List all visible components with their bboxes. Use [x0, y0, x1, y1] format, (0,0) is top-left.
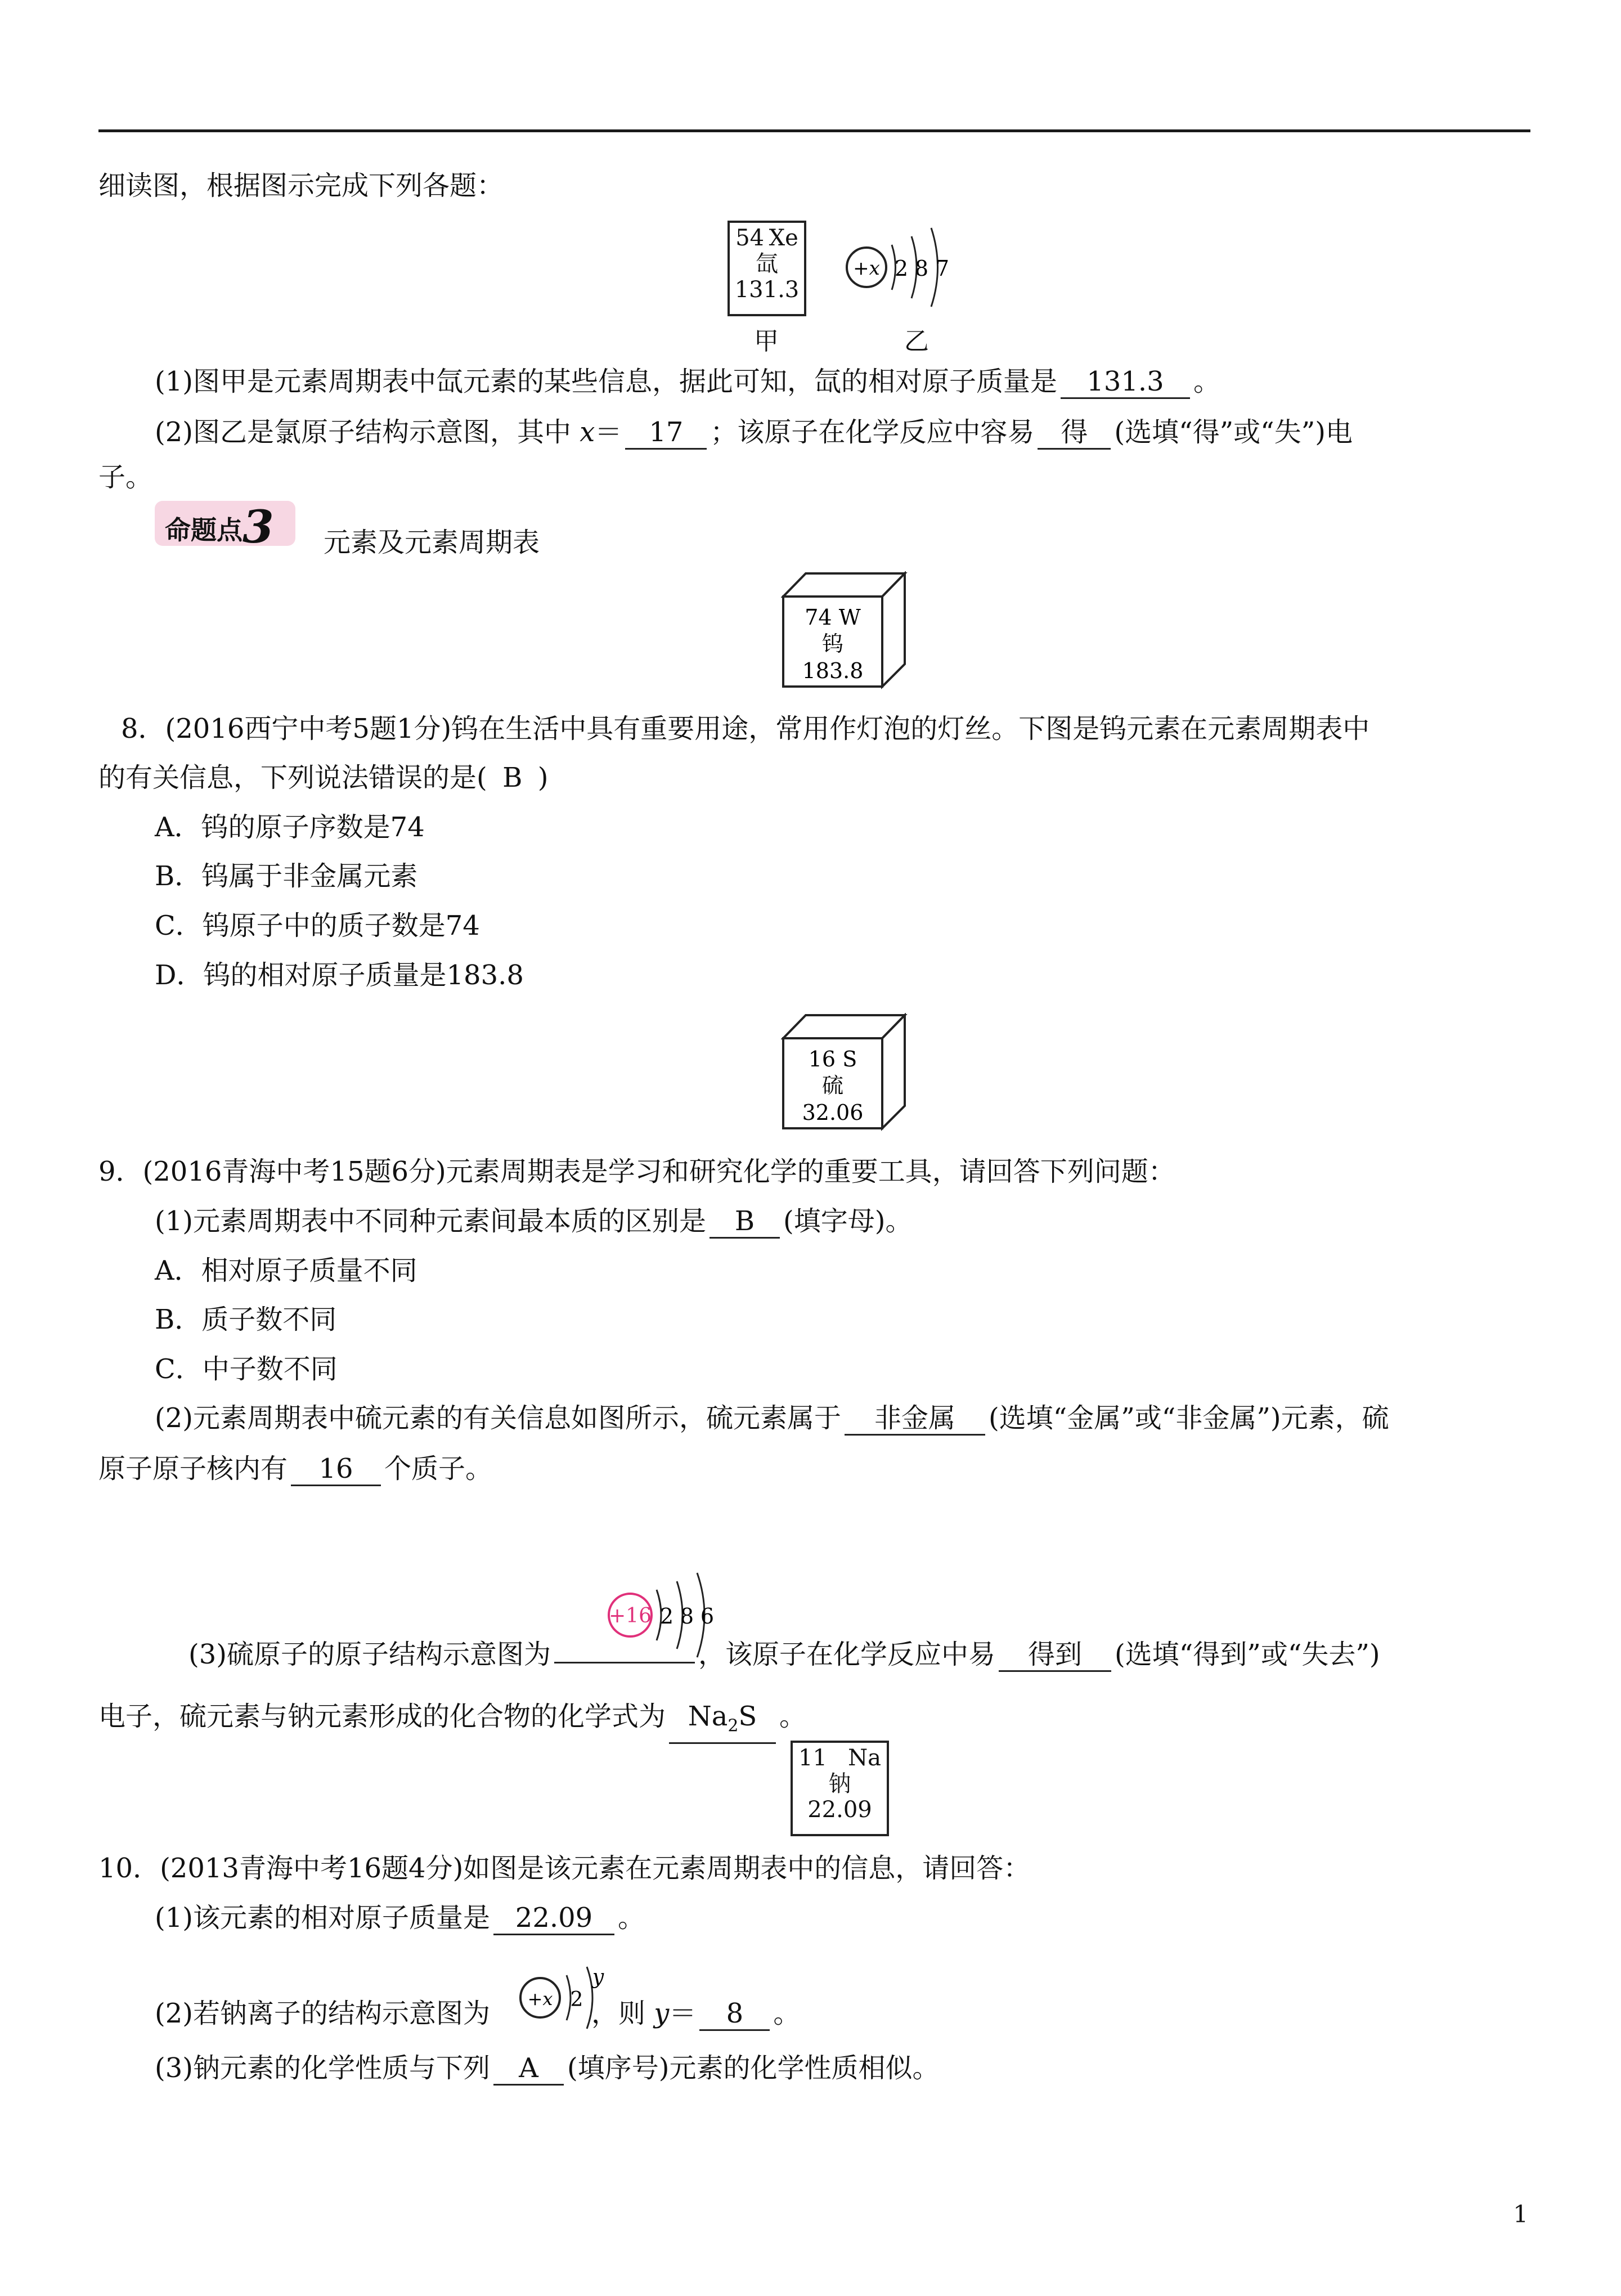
atomic-mass: 131.3	[734, 277, 800, 303]
answer-blank: B	[710, 1205, 780, 1239]
figure-caption-yi: 乙	[904, 327, 929, 356]
element-card-xe	[728, 221, 806, 316]
question-10-part-3: (3)钠元素的化学性质与下列 A (填序号)元素的化学性质相似。	[155, 2051, 939, 2086]
question-part-2: (2)图乙是氯原子结构示意图，其中 x＝ 17 ；该原子在化学反应中容易 得 (选填“得”或“失”)电	[155, 415, 1353, 450]
option-a: A．相对原子质量不同	[155, 1255, 417, 1286]
option-c: C．钨原子中的质子数是74	[155, 910, 480, 941]
answer-blank-formula: $Na_2S$	[669, 1701, 776, 1744]
option-b: B．质子数不同	[155, 1304, 337, 1335]
svg-text:钨: 钨	[821, 631, 844, 656]
nucleus-charge: +x	[853, 257, 880, 280]
question-part-2-cont: 子。	[98, 461, 153, 493]
svg-text:6: 6	[700, 1604, 715, 1629]
option-b: B．钨属于非金属元素	[155, 860, 418, 892]
question-9-stem: 9．(2016青海中考15题6分)元素周期表是学习和研究化学的重要工具，请回答下列问题：	[98, 1156, 1175, 1187]
question-9-part-3-cont: 电子，硫元素与钠元素形成的化合物的化学式为 $Na_2S$ 。	[98, 1699, 806, 1744]
atomic-number: 54	[735, 225, 765, 251]
answer-blank: 非金属	[845, 1402, 985, 1436]
top-rule	[98, 129, 1530, 132]
question-10-part-2: (2)若钠离子的结构示意图为 ，则 y＝ 8 。	[155, 1997, 800, 2031]
svg-text:74 W: 74 W	[805, 605, 861, 630]
svg-text:硫: 硫	[821, 1073, 844, 1098]
shell-3: 7	[935, 256, 950, 281]
svg-text:2: 2	[570, 1988, 583, 2011]
answer-blank: 17	[625, 416, 707, 450]
option-c: C．中子数不同	[155, 1353, 338, 1385]
svg-text:2: 2	[659, 1604, 674, 1629]
question-8-stem: 8．(2016西宁中考5题1分)钨在生活中具有重要用途，常用作灯泡的灯丝。下图是钨元素在元素周期表中	[121, 713, 1370, 745]
figure-caption-jia: 甲	[754, 327, 779, 356]
atom-structure-diagram-cl	[838, 214, 973, 326]
element-cube-s	[781, 1013, 910, 1131]
section-tag: 命题点3	[155, 501, 295, 546]
answer-choice: B	[502, 762, 523, 793]
element-card-na: 11 Na 钠 22.09	[791, 1741, 889, 1836]
question-10-stem: 10．(2013青海中考16题4分)如图是该元素在元素周期表中的信息，请回答：	[98, 1853, 1031, 1884]
element-name: 氙	[756, 251, 778, 277]
shell-2: 8	[914, 256, 929, 281]
question-10-part-1: (1)该元素的相对原子质量是 22.09 。	[155, 1901, 645, 1935]
section-title: 元素及元素周期表	[324, 527, 540, 558]
answer-blank: 131.3	[1061, 366, 1190, 399]
question-9-part-3: (3)硫原子的原子结构示意图为 ，该原子在化学反应中易 得到 (选填“得到”或“失去”)	[188, 1638, 1380, 1672]
answer-blank: 8	[699, 1998, 770, 2031]
answer-blank: A	[493, 2052, 564, 2086]
shell-1: 2	[894, 256, 909, 281]
option-a: A．钨的原子序数是74	[155, 811, 425, 843]
option-d: D．钨的相对原子质量是183.8	[155, 959, 524, 991]
question-9-part-2-cont: 原子原子核内有 16 个质子。	[98, 1452, 492, 1486]
svg-text:32.06: 32.06	[802, 1100, 864, 1125]
svg-text:+16: +16	[609, 1604, 652, 1627]
element-symbol: Xe	[769, 225, 798, 251]
question-8-stem-cont: 的有关信息，下列说法错误的是( B )	[98, 762, 549, 793]
answer-blank: 16	[291, 1453, 381, 1486]
svg-text:+x: +x	[527, 1988, 553, 2010]
question-9-part-2: (2)元素周期表中硫元素的有关信息如图所示，硫元素属于 非金属 (选填“金属”或“非金属”)元素，硫	[155, 1401, 1389, 1436]
question-9-part-1: (1)元素周期表中不同种元素间最本质的区别是 B (填字母)。	[155, 1204, 912, 1239]
answer-blank: 得	[1038, 416, 1111, 450]
answer-blank: 22.09	[493, 1902, 614, 1935]
element-cube-w	[781, 571, 910, 689]
page-number: 1	[1513, 2200, 1528, 2228]
svg-text:183.8: 183.8	[802, 658, 864, 683]
question-part-1: (1)图甲是元素周期表中氙元素的某些信息，据此可知，氙的相对原子质量是 131.3 。	[155, 365, 1220, 399]
intro-text: 细读图，根据图示完成下列各题：	[98, 170, 504, 201]
svg-text:16 S: 16 S	[808, 1047, 857, 1071]
svg-text:8: 8	[680, 1604, 694, 1629]
answer-blank-diagram	[554, 1662, 695, 1663]
answer-blank: 得到	[999, 1639, 1111, 1672]
svg-text:y: y	[592, 1966, 604, 1989]
